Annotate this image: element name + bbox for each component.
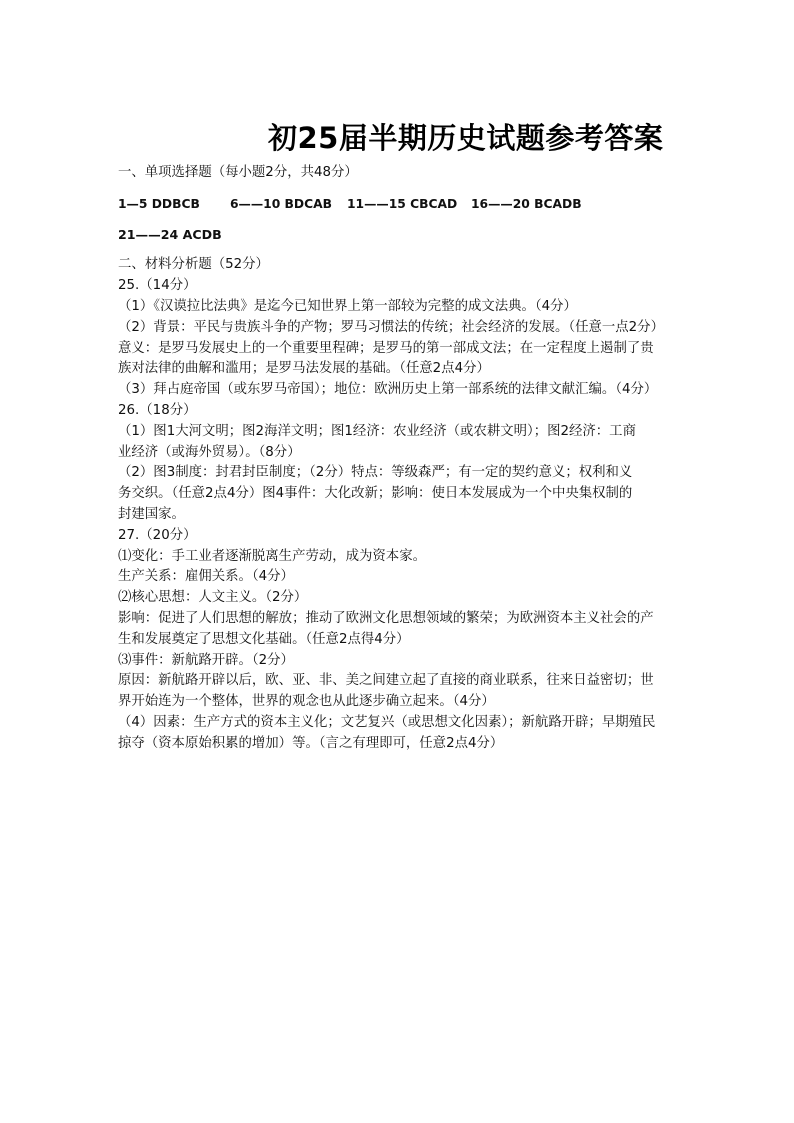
q27-part3-reason-cont: 界开始连为一个整体，世界的观念也从此逐步确立起来。（4分） <box>118 694 495 710</box>
q25-part2-background: （2）背景：平民与贵族斗争的产物；罗马习惯法的传统；社会经济的发展。（任意一点2分） <box>118 319 664 335</box>
q25-heading: 25.（14分） <box>118 278 197 294</box>
q26-part2: （2）图3制度：封君封臣制度；（2分）特点：等级森严；有一定的契约意义；权利和义 <box>118 465 633 481</box>
mcq-answer-group: 16——20 BCADB <box>471 196 582 211</box>
q27-part2-impact-cont: 生和发展奠定了思想文化基础。（任意2点得4分） <box>118 631 410 647</box>
q27-part1-relation: 生产关系：雇佣关系。（4分） <box>118 569 294 585</box>
q27-part1-change: ⑴变化：手工业者逐渐脱离生产劳动，成为资本家。 <box>118 548 426 564</box>
document-body <box>118 163 680 755</box>
mcq-answer-group: 1—5 DDBCB <box>118 196 200 211</box>
q27-heading: 27.（20分） <box>118 527 197 543</box>
document-title: 初25届半期历史试题参考答案 <box>268 121 664 155</box>
q27-part4-factors: （4）因素：生产方式的资本主义化；文艺复兴（或思想文化因素）；新航路开辟；早期殖民 <box>118 714 656 730</box>
q26-heading: 26.（18分） <box>118 402 197 418</box>
q25-part3: （3）拜占庭帝国（或东罗马帝国）；地位：欧洲历史上第一部系统的法律文献汇编。（4分） <box>118 382 658 398</box>
q25-part1: （1）《汉谟拉比法典》是迄今已知世界上第一部较为完整的成文法典。（4分） <box>118 298 577 314</box>
q27-part3-event: ⑶事件：新航路开辟。（2分） <box>118 652 294 668</box>
q26-part1: （1）图1大河文明；图2海洋文明；图1经济：农业经济（或农耕文明）；图2经济：工商 <box>118 423 636 439</box>
q25-part2-significance: 意义：是罗马发展史上的一个重要里程碑；是罗马的第一部成文法；在一定程度上遏制了贵 <box>118 340 654 356</box>
q26-part2-end: 封建国家。 <box>118 506 185 522</box>
mcq-answer-group: 11——15 CBCAD <box>347 196 458 211</box>
q27-part3-reason: 原因：新航路开辟以后，欧、亚、非、美之间建立起了直接的商业联系，往来日益密切；世 <box>118 673 654 689</box>
section1-heading: 一、单项选择题（每小题2分，共48分） <box>118 165 358 180</box>
mcq-answers-row-2: 21——24 ACDB <box>118 226 222 242</box>
q26-part2-cont: 务交织。（任意2点4分）图4事件：大化改新；影响：使日本发展成为一个中央集权制的 <box>118 486 633 502</box>
mcq-answers-row-1 <box>118 194 680 215</box>
section2-heading: 二、材料分析题（52分） <box>118 257 269 273</box>
q25-part2-significance-cont: 族对法律的曲解和滥用；是罗马法发展的基础。（任意2点4分） <box>118 361 490 377</box>
q27-part4-factors-cont: 掠夺（资本原始积累的增加）等。（言之有理即可，任意2点4分） <box>118 735 504 751</box>
q26-part1-cont: 业经济（或海外贸易）。（8分） <box>118 444 301 460</box>
q27-part2-impact: 影响：促进了人们思想的解放；推动了欧洲文化思想领域的繁荣；为欧洲资本主义社会的产 <box>118 610 654 626</box>
mcq-answer-group: 6——10 BDCAB <box>230 196 333 211</box>
q27-part2-core-idea: ⑵核心思想：人文主义。（2分） <box>118 590 308 606</box>
